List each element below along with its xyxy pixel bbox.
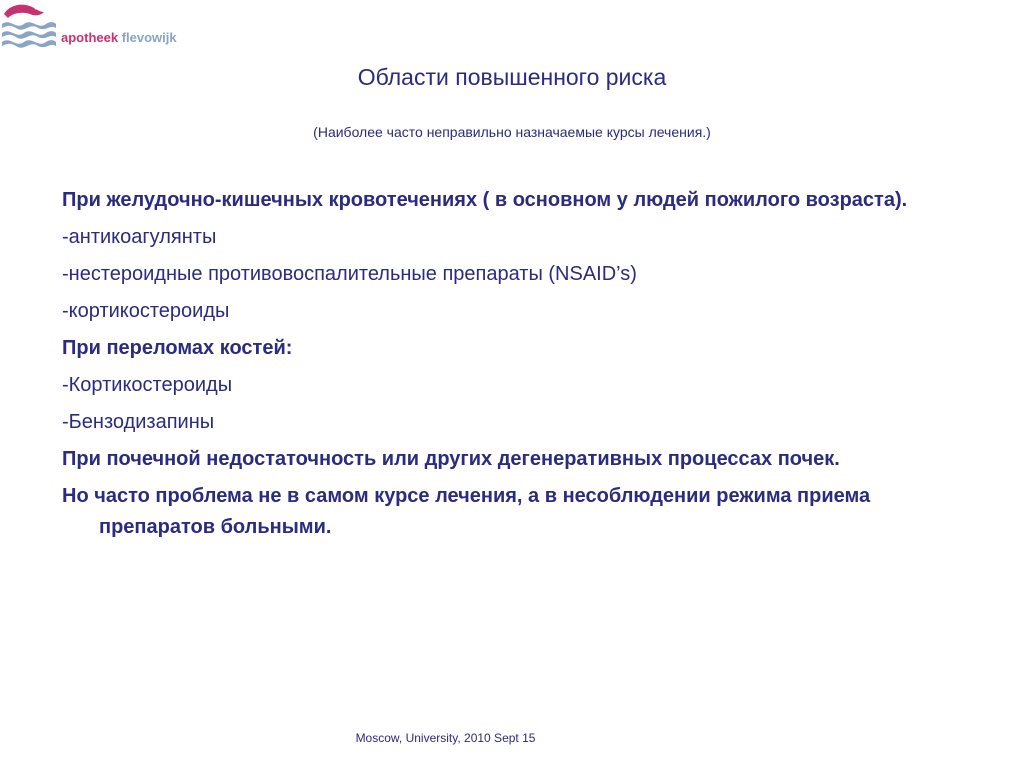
list-item: -нестероидные противовоспалительные препараты (NSAID’s) (62, 263, 637, 285)
heading-renal: При почечной недостаточность или других дегенеративных процессах почек. (62, 448, 840, 470)
list-item: -кортикостероиды (62, 300, 230, 322)
slide-body (62, 185, 962, 549)
heading-gi-bleeding: При желудочно-кишечных кровотечениях ( в основном у людей пожилого возраста). (62, 189, 908, 211)
heading-fractures: При переломах костей: (62, 337, 293, 359)
heading-compliance: Но часто проблема не в самом курсе лечения, а в несоблюдении режима приема препаратов больными. (62, 485, 871, 538)
logo (0, 0, 210, 50)
logo-word-apotheek: apotheek (61, 30, 119, 45)
list-item: -Кортикостероиды (62, 374, 233, 396)
wave-logo-icon (0, 0, 60, 48)
slide-title: Области повышенного риска (357, 64, 667, 90)
logo-text (61, 30, 177, 46)
logo-word-flevowijk: flevowijk (121, 30, 177, 45)
slide-footer: Moscow, University, 2010 Sept 15 (355, 731, 536, 745)
list-item: -Бензодизапины (62, 411, 215, 433)
slide-subtitle: (Наиболее часто неправильно назначаемые курсы лечения.) (313, 124, 711, 140)
list-item: -антикоагулянты (62, 226, 217, 248)
